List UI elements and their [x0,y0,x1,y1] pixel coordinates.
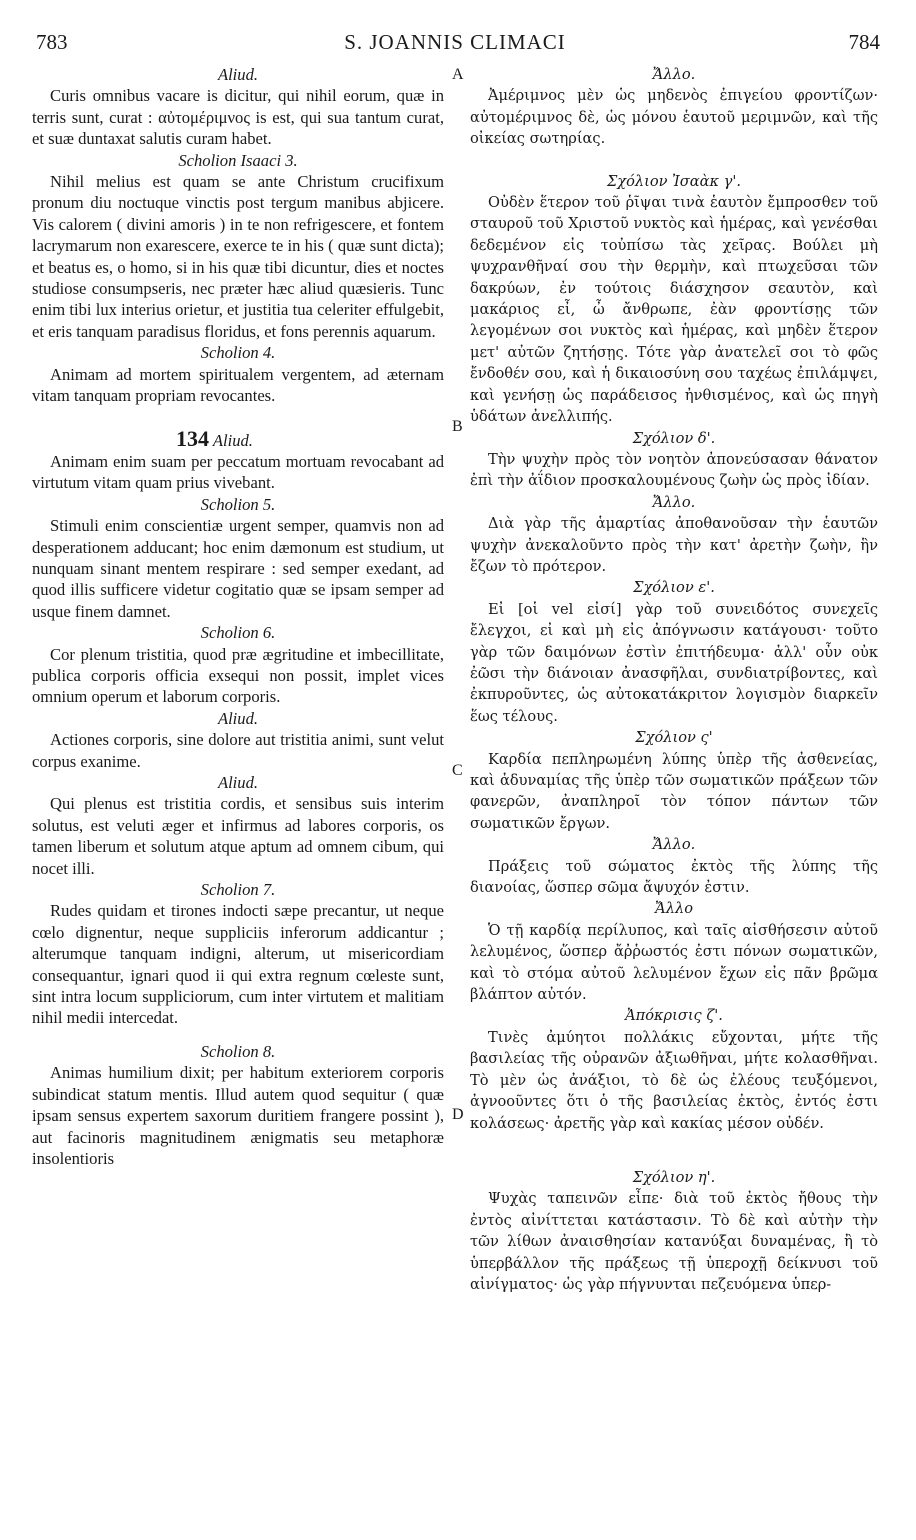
paragraph: Animam ad mortem spiritualem vergentem, ad æternam vitam tanquam propriam revocantes. [32,364,444,406]
section-heading: Aliud. [212,430,253,450]
paragraph: Stimuli enim conscientiæ urgent semper, quamvis non ad desperationem adducant; hoc enim dæmonum est studium, ut nunquam sinant mentem respirare : sed semper exedant, ad quod illis sufficere videtur cogitatio quæ se ipsam semper ad usque finem damnet. [32,516,444,621]
section-heading: Scholion 4. [200,343,276,363]
paragraph: Εἰ [οἱ vel εἰσί] γὰρ τοῦ συνειδότος συνεχεῖς ἔλεγχοι, εἰ καὶ μὴ εἰς ἀπόγνωσιν κατάγουσι· τοῦτο γὰρ τῶν δαιμόνων ἐστὶν ἐπιτήδευμα· ἀλλ' οὖν οὐκ ἐῶσι τὴν διάνοιαν ἀνασφῆλαι, συνδιατρίβοντες, καὶ ἐκπυροῦντες, ὡς αὐτοκατάκριτον λογισμὸν διαρκεῖν ἕως τέλους. [470,600,878,725]
paragraph: Rudes quidam et tirones indocti sæpe precantur, ut neque cœlo dignentur, neque suppliciis inferorum addicantur ; alterumque tanquam indigni, alterum, ut misericordiam consequantur, ignari quod ii qui extra regnum cœleste sunt, sint intra locum suppliciorum, cum inter virtutem et malitiam nihil medii intercedat. [32,901,444,1028]
section-heading: Ἄλλο. [652,493,696,511]
section-heading: Σχόλιον η'. [632,1168,716,1186]
paragraph: Animas humilium dixit; per habitum exteriorem corporis subindicat statum mentis. Illud autem quod sequitur ( quæ ipsam sensus expertem saxorum duritiem frangere possint ), aut facinoris magnitudinem ænigmatis seu metaphoræ insolentioris [32,1063,444,1168]
greek-column [470,64,878,1295]
paragraph: Nihil melius est quam se ante Christum crucifixum pronum diu noctuque vinctis post tergum manibus abjicere. Vis calorem ( divini amoris ) in te non refrigescere, et fontem lacrymarum non exarescere, exerce te in his ( quæ sunt dicta); et beatus es, o homo, si in his quæ tibi dicuntur, dies et noctes studiose consumpseris, nec præter hæc aliud quæsieris. Tunc enim tibi lux interius orietur, et justitia tua celeriter effulgebit, et eris tanquam paradisus floridus, et fons perennis aquarum. [32,172,444,341]
section-heading: Scholion 8. [200,1041,276,1061]
latin-column [32,64,444,1169]
paragraph: Curis omnibus vacare is dicitur, qui nihil eorum, quæ in terris sunt, curat : αὐτομέριμνος is est, qui sua tantum curat, et suæ duntaxat salutis curam habet. [32,86,444,149]
section-heading: Aliud. [217,65,259,84]
section-heading: Σχόλιον ε'. [633,579,715,597]
section-heading: Scholion Isaaci 3. [178,150,298,170]
paragraph: Οὐδὲν ἕτερον τοῦ ῥῖψαι τινὰ ἑαυτὸν ἔμπροσθεν τοῦ σταυροῦ τοῦ Χριστοῦ νυκτὸς καὶ ἡμέρας, καὶ γενέσθαι δεδεμένον εἰς τοὐπίσω τὰς χεῖρας. Βούλει μὴ ψυχρανθῆναί σου τὴν θερμὴν, καὶ πτωχεῦσαι τῶν δακρύων, ἐν τούτοις διάσχησον σεαυτὸν, καὶ μακάριος εἶ, ὦ ἄνθρωπε, ἐὰν φροντίσῃς τῶν λεγομένων σοι νυκτὸς καὶ ἡμέρας, καὶ μηδὲν ἕτερον μετ' αὐτῶν ζητήσῃς. Τότε γὰρ ἀνατελεῖ σοι τὸ φῶς ἔνδοθέν σου, καὶ ἡ δικαιοσύνη σου ταχέως ἐπιλάμψει, καὶ γενήσῃ ὡς παράδεισος ἠνθισμένος, καὶ ὡς πηγὴ ὑδάτων ἀνελλιπής. [470,194,878,426]
section-heading: Σχόλιον Ἰσαὰκ γ'. [606,172,742,190]
section-heading: Σχόλιον δ'. [632,429,716,447]
paragraph: Cor plenum tristitia, quod præ ægritudine et imbecillitate, publica corporis officia exsequi non possit, implet vices omnium operum et laborum corporis. [32,644,444,707]
section-heading: Ἄλλο [655,900,693,918]
running-title: S. JOANNIS CLIMACI [344,30,566,54]
section-heading: Scholion 6. [200,623,276,643]
page-number-left: 783 [36,30,68,54]
margin-letter-c: C [452,762,463,779]
column-number: 134 [176,425,209,451]
paragraph: Διὰ γὰρ τῆς ἁμαρτίας ἀποθανοῦσαν τὴν ἑαυτῶν ψυχὴν ἀνεκαλοῦντο πρὸς τὴν κατ' ἀρετὴν ζωὴν, ἣν ἔζων τὸ πρότερον. [470,515,878,575]
section-heading: Ἄλλο. [652,66,696,83]
paragraph: Ὁ τῇ καρδίᾳ περίλυπος, καὶ ταῖς αἰσθήσεσιν αὐτοῦ λελυμένος, ὥσπερ ἄῤῥωστός ἐστι πόνων σωματικῶν, καὶ τὸ στόμα αὐτοῦ λελυμένον ἔχων εἰς πᾶν βρῶμα βλάπτον αὐτόν. [470,921,878,1004]
paragraph: Πράξεις τοῦ σώματος ἐκτὸς τῆς λύπης τῆς διανοίας, ὥσπερ σῶμα ἄψυχόν ἐστιν. [470,857,878,897]
section-heading: Aliud. [217,708,259,728]
margin-letter-a: A [452,66,464,83]
section-heading: Ἄλλο. [652,836,696,854]
section-heading: Scholion 7. [200,880,276,900]
section-heading: Aliud. [217,773,259,792]
paragraph: Qui plenus est tristitia cordis, et sensibus suis interim solutus, est veluti æger et infirmus ad labores corporis, os tamen liberum et solutum atque aptum ad omnem cibum, qui nocet illi. [32,794,444,878]
page-header [30,30,880,60]
section-heading: Σχόλιον ς' [635,729,713,747]
paragraph: Actiones corporis, sine dolore aut tristitia animi, sunt velut corpus exanime. [32,730,444,771]
paragraph: Τινὲς ἀμύητοι πολλάκις εὔχονται, μήτε τῆς βασιλείας τῆς οὐρανῶν ἀξιωθῆναι, μήτε κολασθῆναι. Τὸ μὲν ὡς ἀνάξιοι, τὸ δὲ ὡς ἐλέους τευξόμενοι, ἀγνοοῦντες ὅτι ὁ τῆς βασιλείας ἐκτὸς, ἐντός ἐστι κολάσεως· ἀρετῆς γὰρ καὶ κακίας μέσον οὐδέν. [470,1028,878,1132]
paragraph: Τὴν ψυχὴν πρὸς τὸν νοητὸν ἀπονεύσασαν θάνατον ἐπὶ τὴν ἀΐδιον προσκαλουμένους ζωὴν ὡς πρὸς ἰδίαν. [470,450,878,490]
section-heading: Ἀπόκρισις ζ'. [625,1007,723,1025]
section-heading-with-number [32,425,444,451]
paragraph: Animam enim suam per peccatum mortuam revocabant ad virtutum vitam quam prius vivebant. [32,451,444,493]
page-number-right: 784 [848,30,880,54]
margin-letter-b: B [452,418,463,435]
margin-letter-d: D [452,1106,464,1123]
paragraph: Ἀμέριμνος μὲν ὡς μηδενὸς ἐπιγείου φροντίζων· αὐτομέριμνος δὲ, ὡς μόνου ἑαυτοῦ μεριμνῶν, καὶ τῆς οἰκείας σωτηρίας. [470,87,878,148]
section-heading: Scholion 5. [200,494,276,514]
paragraph: Καρδία πεπληρωμένη λύπης ὑπὲρ τῆς ἀσθενείας, καὶ ἀδυναμίας τῆς ὑπὲρ τῶν σωματικῶν πράξεων τῶν φανερῶν, ἀναπληροῖ τὸν τόπον πάντων τῶν σωματικῶν ἔργων. [470,750,878,832]
paragraph: Ψυχὰς ταπεινῶν εἶπε· διὰ τοῦ ἐκτὸς ἤθους τὴν ἐντὸς αἰνίττεται κατάστασιν. Τὸ δὲ καὶ αὐτὴν τὴν τῶν λίθων ἀναισθησίαν κατανύξαι δυναμένας, ἢ τὸ ὑπερβάλλον τῆς πράξεως τῇ ὑπεροχῇ δείκνυσι τοῦ αἰνίγματος· ὡς γὰρ πήγνυνται πεζευόμενα ὑπερ- [470,1190,878,1293]
